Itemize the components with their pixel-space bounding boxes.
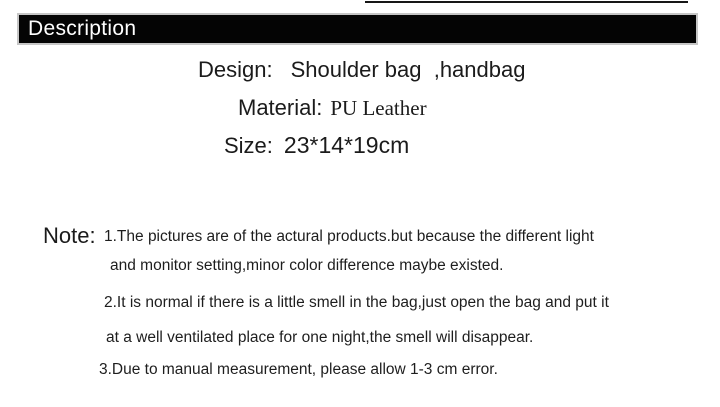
description-header — [17, 13, 698, 45]
design-value: Shoulder bag ,handbag — [290, 57, 526, 82]
material-label: Material: — [238, 95, 323, 120]
size-label: Size: — [224, 133, 273, 158]
material-spec-row — [238, 95, 427, 121]
note-label: Note: — [43, 223, 96, 248]
note-item-2-line-1: 2.It is normal if there is a little smell in the bag,just open the bag and put it — [104, 294, 609, 311]
top-edge-line — [365, 1, 688, 3]
size-value: 23*14*19cm — [283, 132, 410, 158]
design-spec-row — [198, 57, 525, 83]
note-item-1-line-2: and monitor setting,minor color difference maybe existed. — [110, 257, 504, 274]
note-item-3-line-1: 3.Due to manual measurement, please allow 1-3 cm error. — [99, 361, 498, 378]
design-label: Design: — [198, 57, 273, 82]
note-item-2-line-2: at a well ventilated place for one night,the smell will disappear. — [106, 329, 534, 346]
size-spec-row — [224, 132, 409, 160]
note-item-1-line-1: 1.The pictures are of the actural products.but because the different light — [104, 228, 594, 245]
material-value: PU Leather — [330, 96, 427, 120]
section-title: Description — [28, 17, 137, 40]
